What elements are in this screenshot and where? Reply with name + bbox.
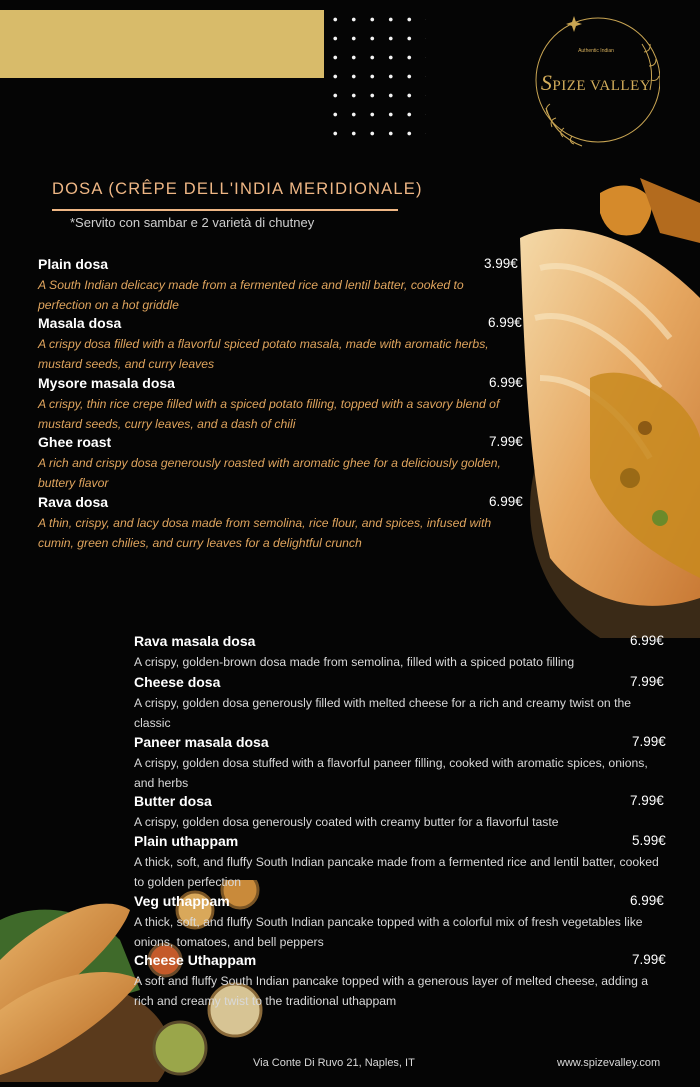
item-price: 6.99€: [630, 633, 664, 648]
item-price: 5.99€: [632, 833, 666, 848]
item-name: Rava dosa: [38, 494, 109, 510]
item-description: A soft and fluffy South Indian pancake topped with a generous layer of melted cheese, adding a rich and creamy twist to the traditional uthappam: [134, 974, 649, 1008]
menu-item-mysore-masala-dosa: [38, 375, 524, 433]
logo-rest: PIZE VALLEY: [552, 78, 652, 94]
dosa-plate-image: [520, 178, 700, 638]
item-price: 6.99€: [488, 315, 522, 330]
item-name: Plain uthappam: [134, 833, 239, 849]
item-price: 6.99€: [489, 375, 523, 390]
menu-item-plain-dosa: [38, 256, 524, 314]
item-description: A crispy, golden dosa stuffed with a flavorful paneer filling, cooked with aromatic spices, onions, and herbs: [134, 756, 648, 790]
logo-initial: S: [540, 70, 553, 95]
item-name: Cheese dosa: [134, 674, 221, 690]
title-underline: [52, 209, 398, 211]
item-name: Cheese Uthappam: [134, 952, 257, 968]
item-description: A thick, soft, and fluffy South Indian pancake topped with a colorful mix of fresh vegetables like onions, tomatoes, and bell peppers: [134, 915, 643, 949]
menu-item-paneer-masala-dosa: [134, 734, 670, 792]
footer-address: Via Conte Di Ruvo 21, Naples, IT: [253, 1057, 415, 1069]
spize-valley-logo: [532, 8, 660, 154]
item-description: A crispy, thin rice crepe filled with a spiced potato filling, topped with a savory blend of mustard seeds, curry leaves, and a dash of chili: [38, 397, 500, 431]
item-price: 7.99€: [489, 434, 523, 449]
item-description: A rich and crispy dosa generously roasted with aromatic ghee for a deliciously golden, buttery flavor: [38, 456, 501, 490]
item-description: A thin, crispy, and lacy dosa made from semolina, rice flour, and spices, infused with cumin, green chilies, and curry leaves for a delightful crunch: [38, 516, 492, 550]
item-name: Masala dosa: [38, 315, 122, 331]
logo-tagline: Authentic Indian: [578, 48, 614, 54]
gold-banner: [0, 10, 324, 78]
menu-item-cheese-uthappam: [134, 952, 670, 1010]
menu-item-veg-uthappam: [134, 893, 670, 951]
footer-website[interactable]: www.spizevalley.com: [557, 1057, 661, 1069]
item-name: Plain dosa: [38, 256, 109, 272]
item-name: Mysore masala dosa: [38, 375, 175, 391]
dot-pattern: [326, 10, 426, 140]
item-price: 6.99€: [489, 494, 523, 509]
item-description: A South Indian delicacy made from a fermented rice and lentil batter, cooked to perfection on a hot griddle: [38, 278, 464, 312]
menu-item-cheese-dosa: [134, 674, 670, 732]
item-price: 7.99€: [630, 674, 664, 689]
item-name: Ghee roast: [38, 434, 112, 450]
item-description: A crispy, golden-brown dosa made from semolina, filled with a spiced potato filling: [134, 655, 575, 669]
item-name: Rava masala dosa: [134, 633, 256, 649]
item-price: 3.99€: [484, 256, 518, 271]
item-price: 7.99€: [632, 734, 666, 749]
menu-item-rava-masala-dosa: [134, 633, 670, 673]
logo-wordmark: [532, 70, 660, 96]
item-description: A crispy dosa filled with a flavorful spiced potato masala, made with aromatic herbs, mustard seeds, and curry leaves: [38, 337, 489, 371]
item-name: Paneer masala dosa: [134, 734, 269, 750]
menu-item-butter-dosa: [134, 793, 670, 833]
menu-item-rava-dosa: [38, 494, 524, 552]
item-price: 7.99€: [630, 793, 664, 808]
item-price: 6.99€: [630, 893, 664, 908]
item-price: 7.99€: [632, 952, 666, 967]
item-description: A crispy, golden dosa generously filled with melted cheese for a rich and creamy twist on the classic: [134, 696, 632, 730]
section-title: DOSA (CRÊPE DELL'INDIA MERIDIONALE): [52, 180, 423, 198]
item-description: A thick, soft, and fluffy South Indian pancake made from a fermented rice and lentil batter, cooked to golden perfection: [134, 855, 659, 889]
item-description: A crispy, golden dosa generously coated with creamy butter for a flavorful taste: [134, 815, 559, 829]
item-name: Butter dosa: [134, 793, 212, 809]
menu-item-ghee-roast: [38, 434, 524, 492]
item-name: Veg uthappam: [134, 893, 230, 909]
menu-item-masala-dosa: [38, 315, 524, 373]
menu-item-plain-uthappam: [134, 833, 670, 891]
section-subtitle: *Servito con sambar e 2 varietà di chutney: [70, 215, 315, 230]
